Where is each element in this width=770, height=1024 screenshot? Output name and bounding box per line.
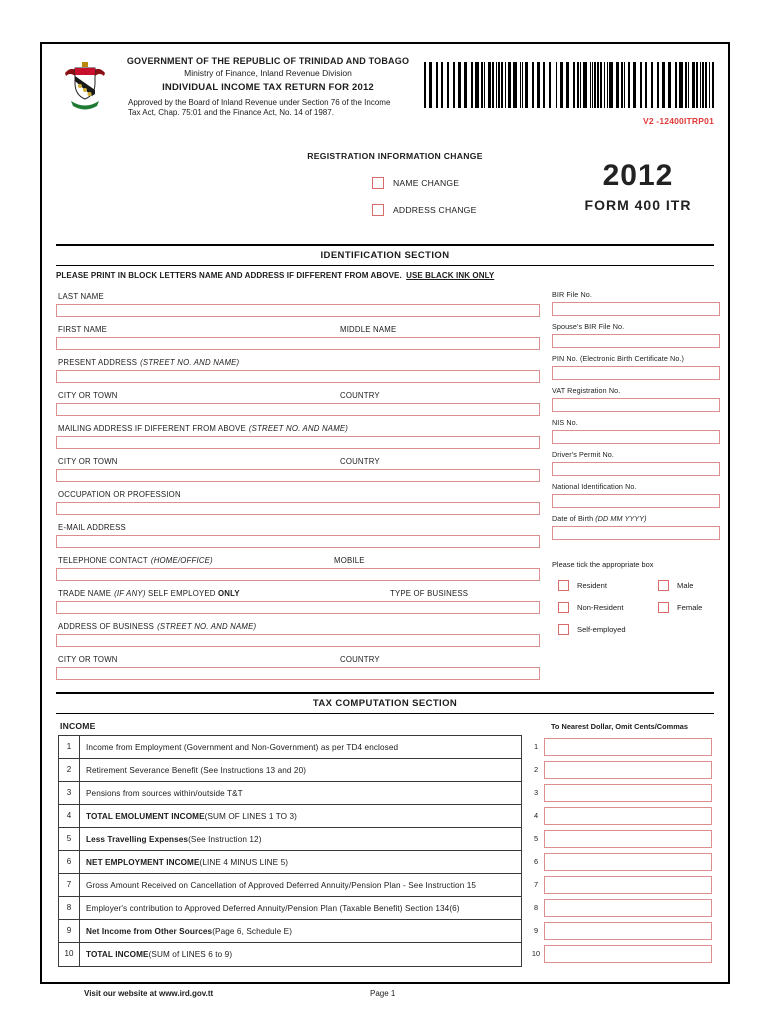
line-description: Employer's contribution to Approved Deferred Annuity/Pension Plan (Taxable Benefit) Section 134(6) [86, 903, 460, 913]
field-label-note: (IF ANY) [114, 589, 146, 598]
amount-row [528, 873, 714, 896]
national-id-no-input[interactable] [552, 494, 720, 508]
field-row [56, 325, 540, 350]
line-number: 2 [59, 759, 80, 781]
field-row [56, 391, 540, 416]
line-description: Retirement Severance Benefit (See Instructions 13 and 20) [86, 765, 307, 775]
field-label: CITY OR TOWN [58, 391, 118, 400]
form-number: FORM 400 ITR [584, 197, 692, 213]
city-town-country-input-1[interactable] [56, 403, 540, 416]
field-label: ADDRESS OF BUSINESS [58, 622, 155, 631]
field-label-second: MIDDLE NAME [340, 325, 397, 334]
line-number: 10 [59, 943, 80, 966]
tax-computation-section [56, 692, 714, 967]
pin-no-input[interactable] [552, 366, 720, 380]
line-number: 4 [59, 805, 80, 827]
amount-column-header: To Nearest Dollar, Omit Cents/Commas [550, 722, 688, 731]
line-number: 1 [59, 736, 80, 758]
line-description: TOTAL EMOLUMENT INCOME (SUM OF LINES 1 TO 3) [86, 811, 297, 821]
first-middle-name-input[interactable] [56, 337, 540, 350]
field-label: FIRST NAME [58, 325, 108, 334]
self-employed-option [552, 624, 652, 635]
present-address-input[interactable] [56, 370, 540, 383]
field-label-bold: ONLY [217, 589, 240, 598]
name-change-label: NAME CHANGE [393, 178, 460, 188]
field-row [56, 622, 540, 647]
income-table [58, 735, 522, 967]
field-row [552, 482, 720, 508]
line-number: 6 [59, 851, 80, 873]
line-5-amount-input[interactable] [544, 830, 712, 848]
field-label-second: COUNTRY [340, 655, 380, 664]
income-header-row [56, 718, 714, 731]
line-number: 8 [533, 903, 539, 912]
field-label: CITY OR TOWN [58, 457, 118, 466]
vat-registration-no-input[interactable] [552, 398, 720, 412]
line-number: 5 [533, 834, 539, 843]
table-row [59, 782, 521, 805]
income-label: INCOME [60, 721, 96, 731]
field-row [552, 290, 720, 316]
line-4-amount-input[interactable] [544, 807, 712, 825]
field-label: Driver's Permit No. [552, 450, 614, 459]
self-employed-label: Self-employed [577, 625, 626, 634]
line-8-amount-input[interactable] [544, 899, 712, 917]
non-resident-label: Non-Resident [577, 603, 624, 612]
field-row [56, 424, 540, 449]
line-description: Income from Employment (Government and Non-Government) as per TD4 enclosed [86, 742, 399, 752]
line-7-amount-input[interactable] [544, 876, 712, 894]
field-label-note: (STREET NO. AND NAME) [140, 358, 240, 367]
drivers-permit-no-input[interactable] [552, 462, 720, 476]
field-label: PIN No. (Electronic Birth Certificate No.) [552, 354, 685, 363]
tax-table-area [56, 735, 714, 967]
table-row [59, 897, 521, 920]
line-number: 9 [59, 920, 80, 942]
field-row [56, 523, 540, 548]
amount-row [528, 804, 714, 827]
field-row [552, 322, 720, 348]
field-row [552, 354, 720, 380]
table-row [59, 828, 521, 851]
amount-row [528, 827, 714, 850]
field-label: PRESENT ADDRESS [58, 358, 138, 367]
registration-title: REGISTRATION INFORMATION CHANGE [307, 151, 483, 161]
line-number: 9 [533, 926, 539, 935]
line-description: Net Income from Other Sources (Page 6, Schedule E) [86, 926, 293, 936]
female-option [652, 602, 702, 613]
form-version-code: V2 -12400ITRP01 [642, 116, 714, 126]
field-label-second: TYPE OF BUSINESS [390, 589, 469, 598]
line-1-amount-input[interactable] [544, 738, 712, 756]
field-row [552, 418, 720, 444]
instruction-main: PLEASE PRINT IN BLOCK LETTERS NAME AND ADDRESS IF DIFFERENT FROM ABOVE. [56, 271, 402, 280]
footer-page-number: Page 1 [370, 989, 396, 998]
form-border-frame [40, 42, 730, 984]
field-label: BIR File No. [552, 290, 592, 299]
field-row [56, 457, 540, 482]
field-row [552, 386, 720, 412]
field-label-second: MOBILE [334, 556, 365, 565]
line-number: 3 [533, 788, 539, 797]
resident-checkbox[interactable] [558, 580, 569, 591]
line-number: 7 [59, 874, 80, 896]
field-label: LAST NAME [58, 292, 104, 301]
amount-row [528, 850, 714, 873]
field-row [552, 450, 720, 476]
table-row [59, 805, 521, 828]
field-label: National Identification No. [552, 482, 637, 491]
line-description: TOTAL INCOME (SUM of LINES 6 to 9) [86, 950, 233, 959]
field-label: Date of Birth [552, 514, 594, 523]
line-number: 1 [533, 742, 539, 751]
form-header [56, 56, 714, 126]
line-number: 6 [533, 857, 539, 866]
line-3-amount-input[interactable] [544, 784, 712, 802]
field-label: NIS No. [552, 418, 578, 427]
field-label-note: (STREET NO. AND NAME) [248, 424, 349, 433]
address-change-option [372, 204, 477, 216]
non-resident-checkbox[interactable] [558, 602, 569, 613]
field-label-note: (DD MM YYYY) [595, 514, 647, 523]
amount-row [528, 919, 714, 942]
table-row [59, 851, 521, 874]
tax-section-title: TAX COMPUTATION SECTION [312, 698, 458, 709]
male-checkbox[interactable] [658, 580, 669, 591]
line-6-amount-input[interactable] [544, 853, 712, 871]
table-row [59, 736, 521, 759]
identification-section-header [56, 244, 714, 266]
spouse-bir-file-no-input[interactable] [552, 334, 720, 348]
identification-section [56, 284, 714, 680]
approval-text: Approved by the Board of Inland Revenue under Section 76 of the Income Tax Act, Chap. 75:01 and the Finance Act, No. 14 of 1987. [128, 98, 391, 118]
year-block [568, 159, 708, 213]
address-change-checkbox[interactable] [372, 204, 384, 216]
instruction-black-ink: USE BLACK INK ONLY [406, 271, 495, 280]
field-label: OCCUPATION OR PROFESSION [58, 490, 181, 499]
trade-name-input[interactable] [56, 601, 540, 614]
field-label: Spouse's BIR File No. [552, 322, 625, 331]
field-row [56, 490, 540, 515]
line-number: 8 [59, 897, 80, 919]
identification-left-column [56, 284, 540, 680]
field-label-second: COUNTRY [340, 457, 380, 466]
field-label-note: (HOME/OFFICE) [150, 556, 213, 565]
line-description: Less Travelling Expenses (See Instruction 12) [86, 834, 262, 844]
resident-option [552, 580, 652, 591]
field-label-note: (STREET NO. AND NAME) [157, 622, 257, 631]
field-label-part2: SELF EMPLOYED [148, 589, 216, 598]
line-9-amount-input[interactable] [544, 922, 712, 940]
line-description: Gross Amount Received on Cancellation of Approved Deferred Annuity/Pension Plan - See Instruction 15 [86, 880, 477, 890]
form-title: INDIVIDUAL INCOME TAX RETURN FOR 2012 [162, 82, 374, 93]
mailing-address-input[interactable] [56, 436, 540, 449]
nis-no-input[interactable] [552, 430, 720, 444]
barcode [424, 62, 714, 108]
line-number: 7 [533, 880, 539, 889]
amount-column [528, 735, 714, 967]
field-row [56, 556, 540, 581]
field-label: CITY OR TOWN [58, 655, 118, 664]
female-label: Female [677, 603, 703, 612]
field-label: TRADE NAME [58, 589, 112, 598]
address-change-label: ADDRESS CHANGE [393, 205, 477, 215]
male-label: Male [677, 581, 694, 590]
business-address-input[interactable] [56, 634, 540, 647]
line-number: 10 [531, 949, 541, 958]
amount-row [528, 735, 714, 758]
field-row [56, 589, 540, 614]
field-label: TELEPHONE CONTACT [58, 556, 148, 565]
table-row [59, 943, 521, 966]
table-row [59, 874, 521, 897]
field-label: MAILING ADDRESS IF DIFFERENT FROM ABOVE [58, 424, 246, 433]
tax-section-header [56, 692, 714, 714]
female-checkbox[interactable] [658, 602, 669, 613]
government-line: GOVERNMENT OF THE REPUBLIC OF TRINIDAD AND TOBAGO [126, 56, 410, 66]
resident-label: Resident [577, 581, 607, 590]
table-row [59, 759, 521, 782]
field-label: E-MAIL ADDRESS [58, 523, 126, 532]
footer-website: Visit our website at www.ird.gov.tt [84, 989, 214, 998]
ministry-line: Ministry of Finance, Inland Revenue Division [184, 68, 352, 78]
field-row [552, 514, 720, 540]
telephone-mobile-input[interactable] [56, 568, 540, 581]
amount-row [528, 758, 714, 781]
self-employed-checkbox[interactable] [558, 624, 569, 635]
occupation-input[interactable] [56, 502, 540, 515]
line-2-amount-input[interactable] [544, 761, 712, 779]
tick-box-area [552, 560, 720, 635]
field-row [56, 358, 540, 383]
block-letters-instruction [56, 271, 714, 280]
line-number: 5 [59, 828, 80, 850]
field-label-second: COUNTRY [340, 391, 380, 400]
city-town-country-input-3[interactable] [56, 667, 540, 680]
date-of-birth-input[interactable] [552, 526, 720, 540]
registration-section [56, 151, 714, 244]
header-text-block [120, 56, 416, 119]
email-address-input[interactable] [56, 535, 540, 548]
name-change-checkbox[interactable] [372, 177, 384, 189]
line-number: 3 [59, 782, 80, 804]
coat-of-arms-icon [58, 58, 112, 112]
line-description: Pensions from sources within/outside T&T [86, 788, 243, 798]
last-name-input[interactable] [56, 304, 540, 317]
tax-year: 2012 [602, 159, 674, 192]
field-label: VAT Registration No. [552, 386, 621, 395]
name-change-option [372, 177, 459, 189]
field-row [56, 292, 540, 317]
non-resident-option [552, 602, 652, 613]
amount-row [528, 942, 714, 965]
amount-row [528, 781, 714, 804]
line-number: 2 [533, 765, 539, 774]
tick-title: Please tick the appropriate box [552, 560, 654, 569]
bir-file-no-input[interactable] [552, 302, 720, 316]
city-town-country-input-2[interactable] [56, 469, 540, 482]
identification-right-column [552, 284, 720, 680]
barcode-block [424, 56, 714, 126]
field-row [56, 655, 540, 680]
line-number: 4 [533, 811, 539, 820]
table-row [59, 920, 521, 943]
male-option [652, 580, 693, 591]
line-description: NET EMPLOYMENT INCOME (LINE 4 MINUS LINE 5) [86, 857, 289, 867]
line-10-amount-input[interactable] [544, 945, 712, 963]
identification-section-title: IDENTIFICATION SECTION [320, 250, 450, 261]
amount-row [528, 896, 714, 919]
